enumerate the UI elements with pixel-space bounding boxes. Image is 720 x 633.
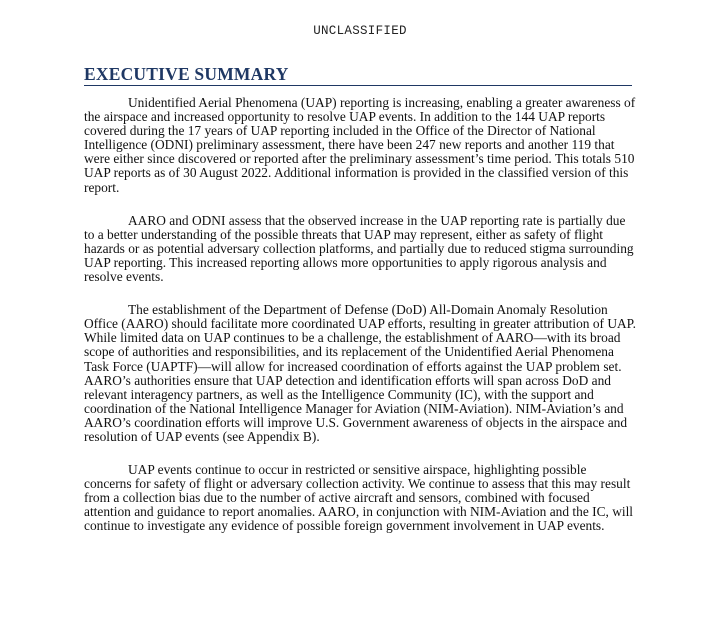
- paragraph-restricted-airspace: UAP events continue to occur in restricted or sensitive airspace, highlighting possible concerns for safety of flight or adversary collection activity. We continue to assess that this may result from a collection bias due to the number of active aircraft and sensors, combined with focused attention and guidance to report anomalies. AARO, in conjunction with NIM-Aviation and the IC, will continue to investigate any evidence of possible foreign government involvement in UAP events.: [84, 462, 634, 534]
- paragraph-assessment: AARO and ODNI assess that the observed increase in the UAP reporting rate is partially due to a better understanding of the possible threats that UAP may represent, either as safety of flight hazards or as potential adversary collection platforms, and partially due to reduced stigma surrounding UAP reporting. This increased reporting allows more opportunities to apply rigorous analysis and resolve events.: [84, 212, 634, 285]
- paragraph-aaro-establishment: The establishment of the Department of Defense (DoD) All-Domain Anomaly Resolution Office (AARO) should facilitate more coordinated UAP efforts, resulting in greater attribution of UAP. While limited data on UAP continues to be a challenge, the establishment of AARO—with its broad scope of authorities and responsibilities, and its replacement of the Unidentified Aerial Phenomena Task Force (UAPTF)—will allow for increased coordination of efforts against the UAP problem set. AARO’s authorities ensure that UAP detection and identification efforts will span across DoD and relevant interagency partners, as well as the Intelligence Community (IC), with the support and coordination of the National Intelligence Manager for Aviation (NIM-Aviation). NIM-Aviation’s and AARO’s coordination efforts will improve U.S. Government awareness of objects in the airspace and resolution of UAP events (see Appendix B).: [84, 302, 636, 444]
- body-text: [84, 96, 636, 553]
- classification-marking: UNCLASSIFIED: [313, 24, 407, 38]
- section-title: EXECUTIVE SUMMARY: [84, 64, 289, 84]
- title-underline: [84, 85, 632, 86]
- paragraph-reporting-increase: Unidentified Aerial Phenomena (UAP) reporting is increasing, enabling a greater awareness of the airspace and increased opportunity to resolve UAP events. In addition to the 144 UAP reports covered during the 17 years of UAP reporting included in the Office of the Director of National Intelligence (ODNI) preliminary assessment, there have been 247 new reports and another 119 that were either since discovered or reported after the preliminary assessment’s time period. This totals 510 UAP reports as of 30 August 2022. Additional information is provided in the classified version of this report.: [84, 95, 636, 195]
